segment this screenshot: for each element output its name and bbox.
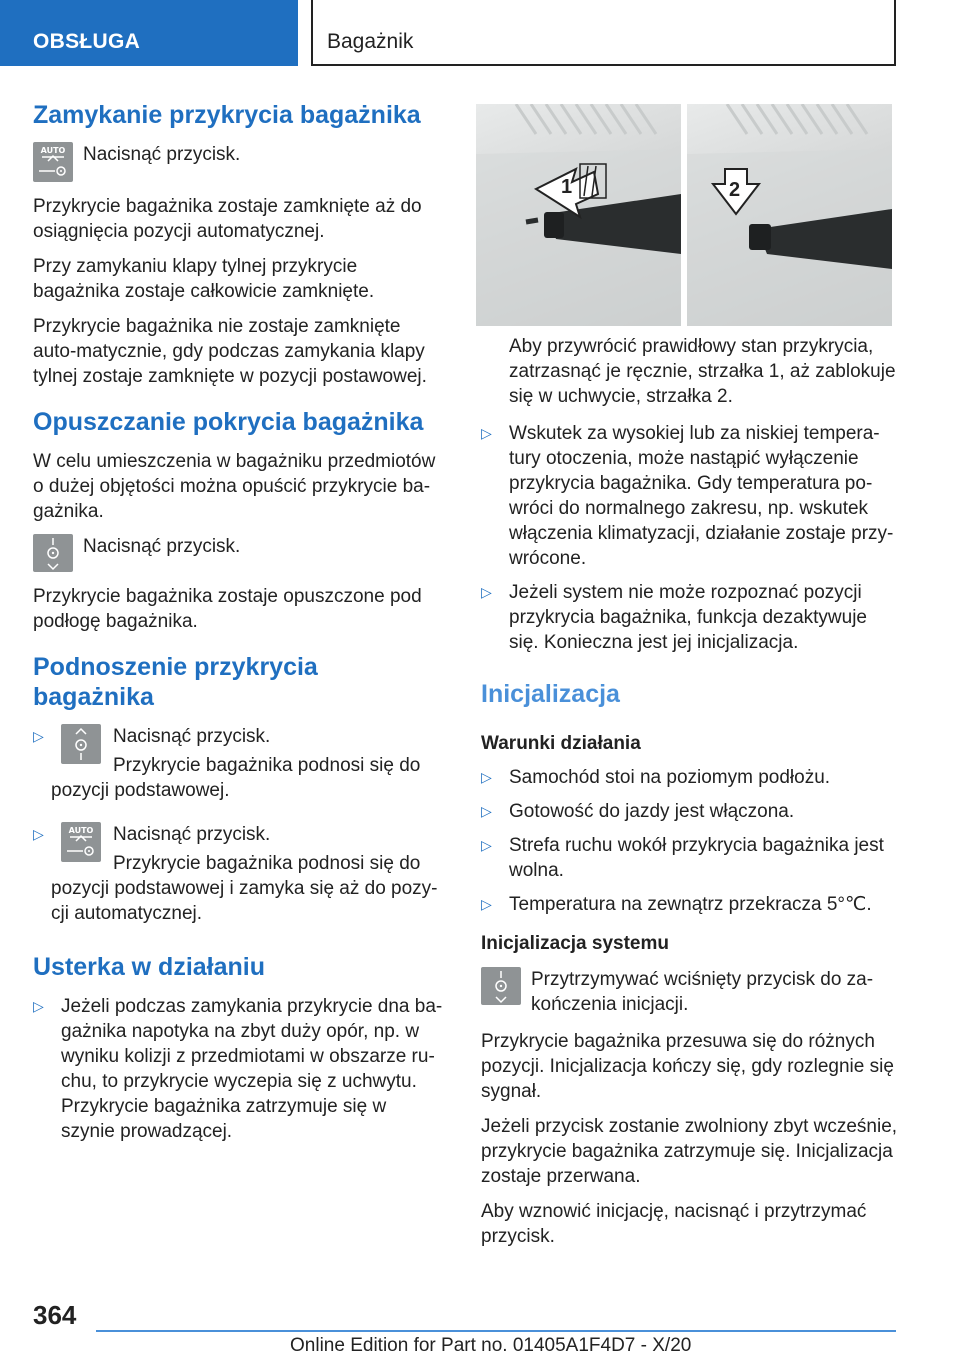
footer-divider [96,1330,896,1332]
list-item: ▷ Gotowość do jazdy jest włączona. [481,799,901,824]
svg-text:AUTO: AUTO [40,146,66,155]
auto-close-button-icon [33,142,73,182]
step-result: Przykrycie bagażnika podnosi się do pozycji podstawowej i zamyka się aż do pozy-cji automatycznej. [51,853,438,924]
list-item [33,822,443,936]
raise-button-icon [61,724,101,764]
section-title-lowering: Opuszczanie pokrycia bagażnika [33,408,424,436]
list-item: ▷ Jeżeli system nie może rozpoznać pozycji przykrycia bagażnika, funkcja dezaktywuje się. Konieczna jest jej inicjalizacja. [481,580,901,655]
paragraph: Aby przywrócić prawidłowy stan przykrycia, zatrzasnąć je ręcznie, strzałka 1, aż zablokuje się w uchwycie, strzałka 2. [509,336,896,407]
section-title-fault: Usterka w działaniu [33,953,266,981]
subheading-conditions: Warunki działania [481,733,641,754]
paragraph: Aby wznowić inicjację, nacisnąć i przytrzymać przycisk. [481,1201,867,1247]
svg-text:AUTO: ▷ AUTO [68,826,94,835]
page-number: 364 [33,1300,77,1330]
arrow-label-2: 2 [729,179,741,201]
header-chapter-tab [311,0,896,66]
list-item: ▷ Wskutek za wysokiej lub za niskiej tempera-tury otoczenia, może nastąpić wyłączenie przykrycia bagażnika. Gdy temperatura po-wróci do normalnego zakresu, np. wskutek włączenia klimatyzacji, działanie zostaje przy-wrócone. [481,421,901,571]
photo-arrow-1 [476,104,681,326]
step-text: Nacisnąć przycisk. [113,824,271,845]
paragraph: Przykrycie bagażnika zostaje zamknięte aż do osiągnięcia pozycji automatycznej. [33,196,422,242]
lower-button-icon [481,967,521,1005]
raise-list [33,724,443,936]
list-item: ▷ Jeżeli podczas zamykania przykrycie dna ba-gażnika napotyka na zbyt duży opór, np. w wyniku kolizji z przedmiotami w obszarze ru-chu, to przykrycie wyczepia się z uchwytu. Przykrycie bagażnika zatrzymuje się w szynie prowadzącej. [33,994,443,1144]
auto-close-button-icon [61,822,101,862]
list-item [33,724,443,813]
fault-list-continued [481,421,901,655]
paragraph: Przy zamykaniu klapy tylnej przykrycie bagażnika zostaje całkowicie zamknięte. [33,256,375,302]
conditions-list [481,765,901,917]
paragraph: W celu umieszczenia w bagażniku przedmiotów o dużej objętości można opuścić przykrycie ba-gażnika. [33,451,436,522]
arrow-label-1: 1 [561,176,573,198]
section-title-closing: Zamykanie przykrycia bagażnika [33,101,421,129]
list-item: ▷ Temperatura na zewnątrz przekracza 5°℃. [481,892,901,917]
footer-edition: Online Edition for Part no. 01405A1F4D7 - X/20 [290,1335,692,1356]
section-title-raising: Podnoszenie przykrycia bagażnika [33,653,318,711]
list-item: ▷ Samochód stoi na poziomym podłożu. [481,765,901,790]
list-item: ▷ Strefa ruchu wokół przykrycia bagażnika jest wolna. [481,833,901,883]
step-text: Przytrzymywać wciśnięty przycisk do za-kończenia inicjacji. [531,969,874,1015]
paragraph: Jeżeli przycisk zostanie zwolniony zbyt wcześnie, przykrycie bagażnika zatrzymuje się. Inicjalizacja zostaje przerwana. [481,1116,898,1187]
photo-arrow-2 [687,104,892,326]
section-title-init: Inicjalizacja [481,680,620,708]
step-row [481,967,901,1017]
header-chapter-label: Bagażnik [327,30,414,53]
step-result: Przykrycie bagażnika podnosi się do pozycji podstawowej. [51,755,421,801]
right-column [481,334,901,1259]
header-section-tab [0,0,298,66]
step-text: Nacisnąć przycisk. [83,536,241,557]
step-row [33,142,443,182]
paragraph: Przykrycie bagażnika nie zostaje zamknięte auto-matycznie, gdy podczas zamykania klapy tylnej zostaje zamknięte w pozycji postawowej. [33,316,427,387]
left-column [33,100,443,1154]
fault-list [33,994,443,1144]
step-row [33,534,443,572]
paragraph: Przykrycie bagażnika zostaje opuszczone pod podłogę bagażnika. [33,586,422,632]
subheading-system-init: Inicjalizacja systemu [481,933,669,954]
step-text: ▷ Nacisnąć przycisk. [113,726,271,747]
paragraph: Przykrycie bagażnika przesuwa się do różnych pozycji. Inicjalizacja kończy się, gdy rozlegnie się sygnał. [481,1031,894,1102]
lower-button-icon [33,534,73,572]
illustration [476,104,892,326]
header-section-label: OBSŁUGA [33,30,141,53]
step-text: Nacisnąć przycisk. [83,144,241,165]
